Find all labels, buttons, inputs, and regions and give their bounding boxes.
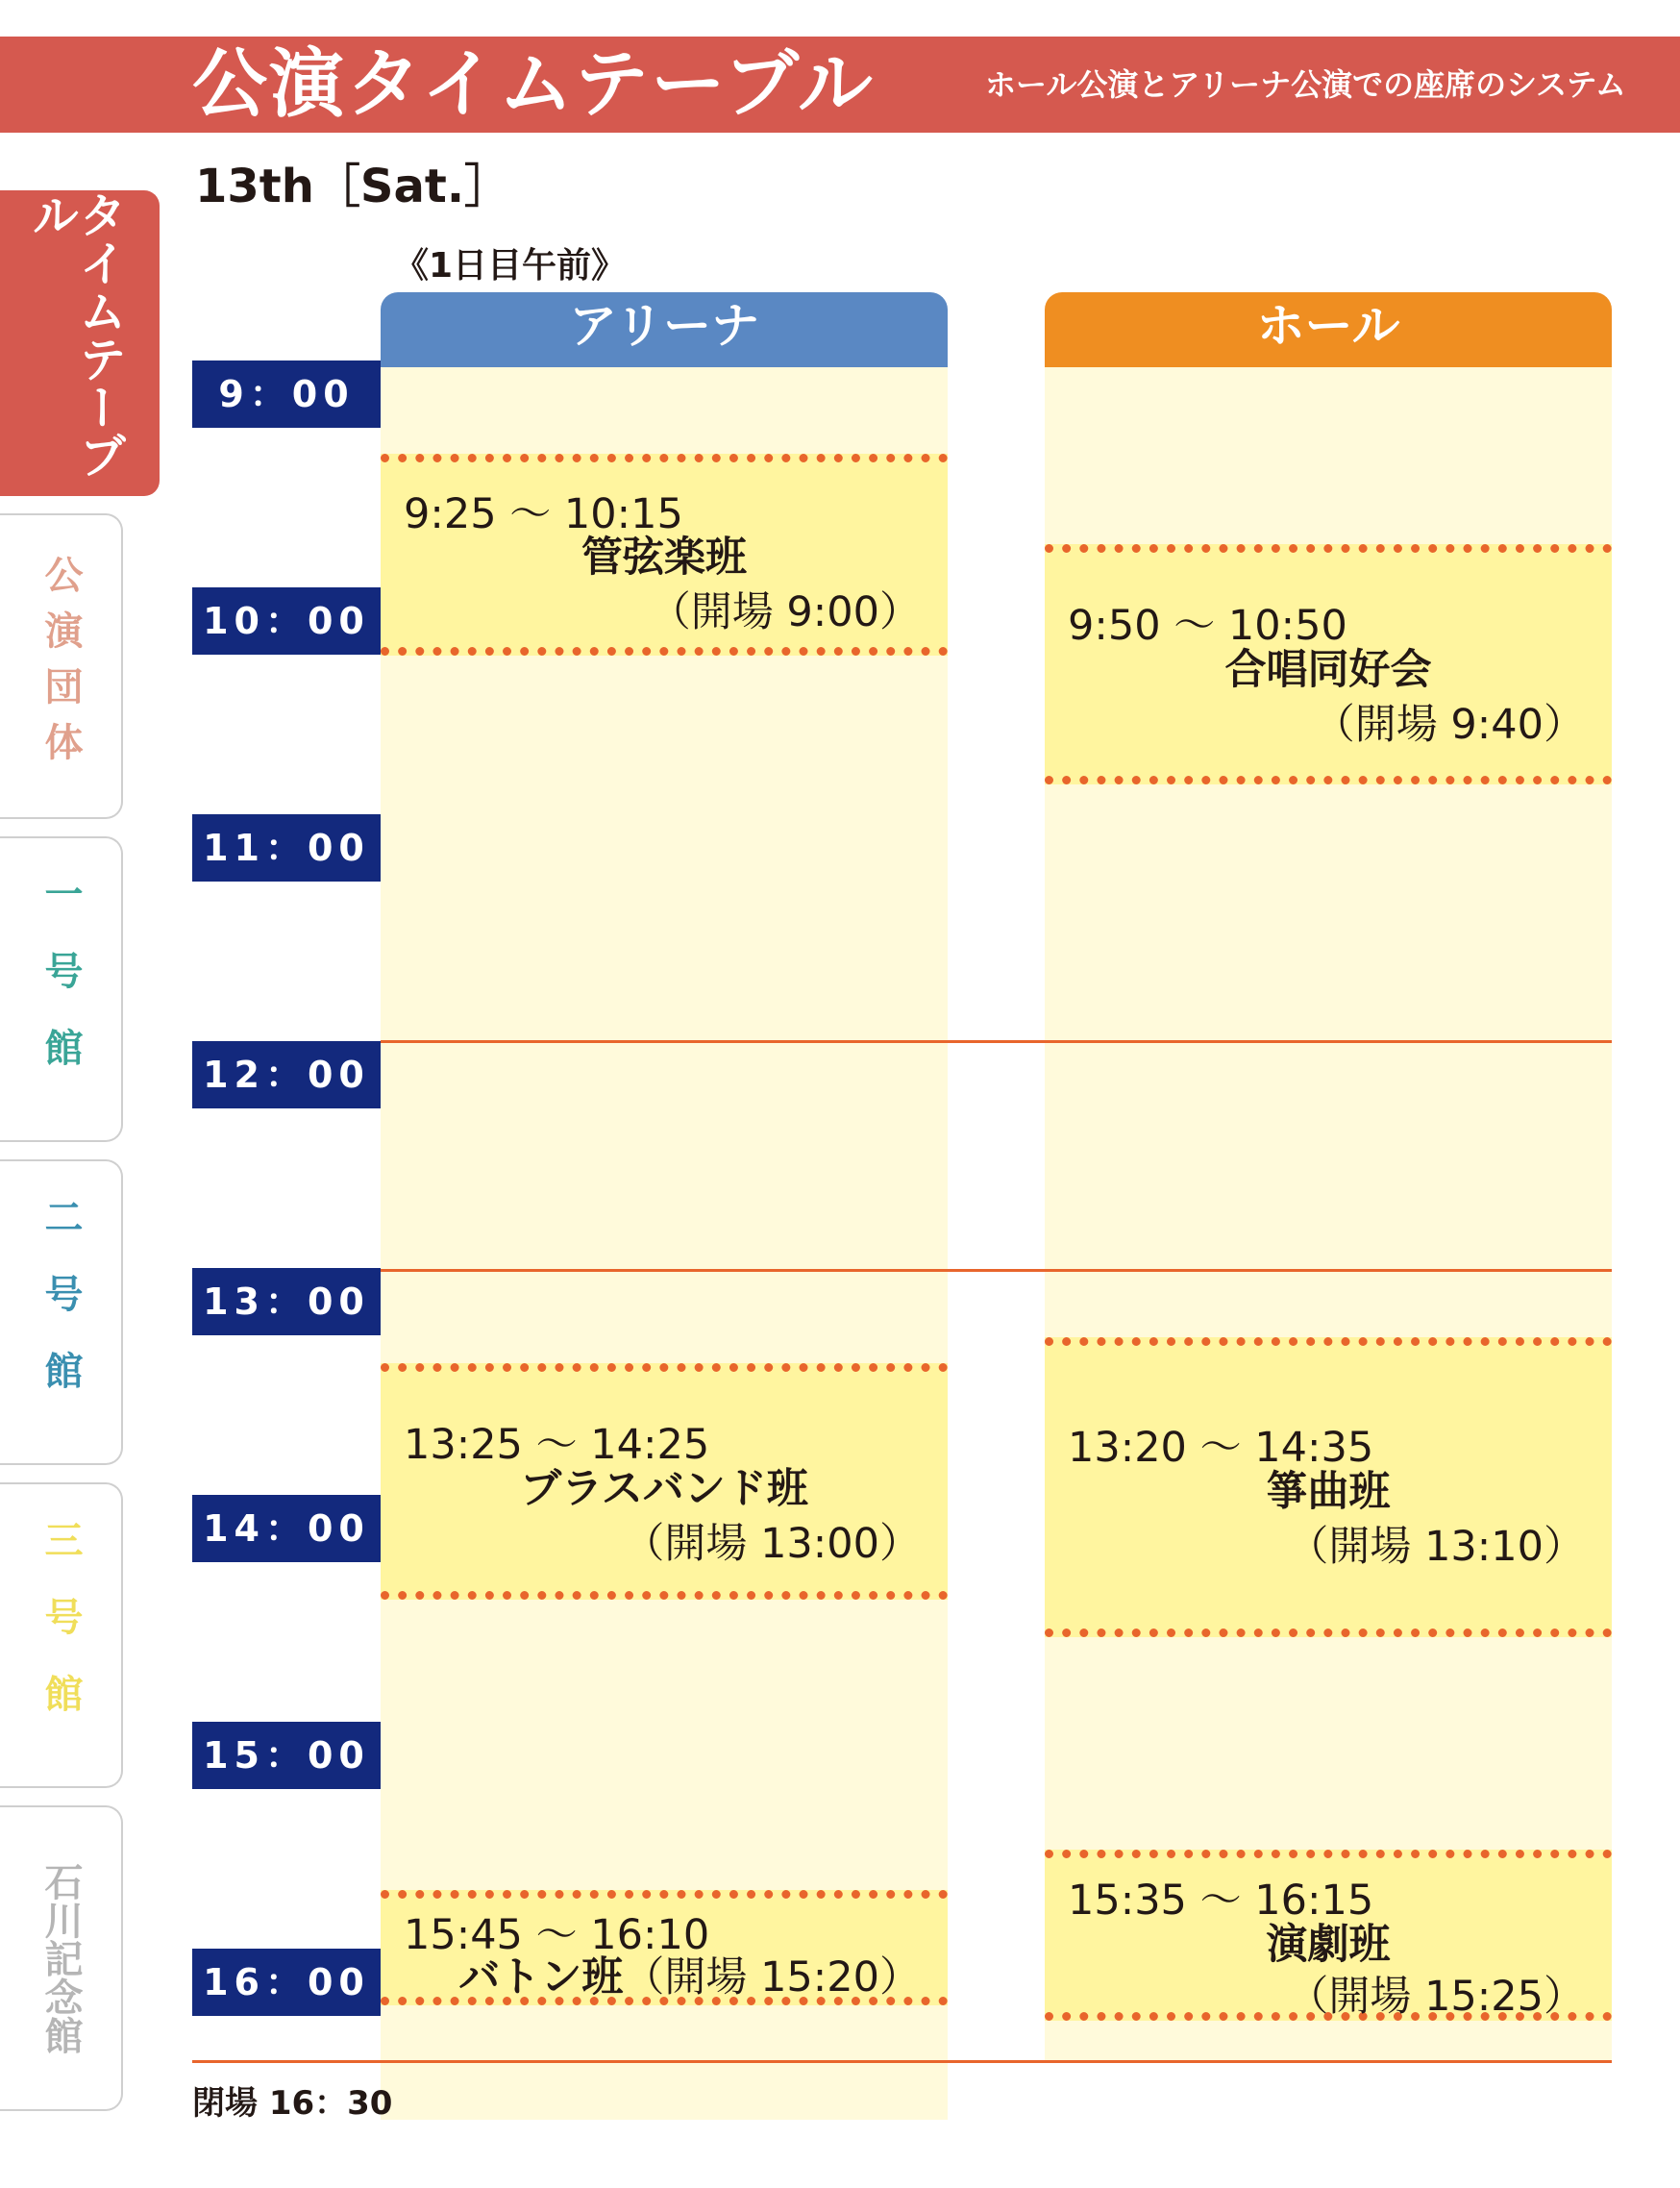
tab-timetable[interactable] (0, 190, 160, 496)
tab-performers[interactable] (0, 513, 123, 819)
time-label: 15：00 (192, 1722, 381, 1789)
event-open-time: （開場 13:00） (623, 1520, 921, 1568)
event-block-arena[interactable] (381, 1363, 948, 1600)
page-title: 公演タイムテーブル (192, 41, 875, 128)
event-open-time: （開場 9:00） (649, 588, 921, 636)
event-time: 13:20 ～ 14:35 (1068, 1424, 1374, 1472)
event-name: 箏曲班 (1266, 1468, 1391, 1516)
event-name: 合唱同好会 (1224, 646, 1432, 694)
tab-building-2[interactable] (0, 1159, 123, 1465)
page-subtitle: ホール公演とアリーナ公演での座席のシステム (985, 66, 1626, 103)
time-label: 13：00 (192, 1268, 381, 1335)
closing-time: 閉場 16：30 (192, 2084, 393, 2123)
event-open-time: （開場 15:25） (1287, 1973, 1585, 2021)
time-label: 14：00 (192, 1495, 381, 1562)
event-open-time: （開場 13:10） (1287, 1523, 1585, 1571)
tab-ishikawa-hall[interactable] (0, 1805, 123, 2111)
event-time: 9:50 ～ 10:50 (1068, 602, 1347, 650)
event-name: ブラスバンド班 (520, 1465, 808, 1513)
date-label: 13th［Sat.］ (195, 160, 511, 213)
tab-building-3-label: 三号館 (38, 1520, 83, 1751)
event-block-arena[interactable] (381, 454, 948, 656)
tab-building-2-label: 二号館 (38, 1197, 83, 1428)
time-label: 12：00 (192, 1041, 381, 1108)
tab-performers-label: 公演団体 (38, 555, 83, 778)
event-time: 15:35 ～ 16:15 (1068, 1877, 1374, 1925)
hall-header: ホール (1045, 292, 1612, 367)
event-name-row (381, 1945, 921, 2003)
event-name: 管弦楽班 (581, 534, 747, 582)
event-block-hall[interactable] (1045, 544, 1612, 784)
time-label: 16：00 (192, 1949, 381, 2016)
divider-line (381, 1269, 1612, 1272)
event-open-time: （開場 9:40） (1313, 701, 1585, 749)
event-name: 演劇班 (1266, 1921, 1391, 1969)
section-label-morning: 《1日目午前》 (394, 246, 627, 286)
event-open-time: （開場 15:20） (623, 1953, 921, 2002)
time-label: 11：00 (192, 814, 381, 882)
tab-building-1-label: 一号館 (38, 874, 83, 1105)
event-time: 9:25 ～ 10:15 (404, 490, 683, 538)
event-block-hall[interactable] (1045, 1850, 1612, 2021)
tab-timetable-label: タイムテーブル (24, 190, 127, 479)
time-label: 9：00 (192, 361, 381, 428)
divider-line (381, 1040, 1612, 1043)
tab-ishikawa-hall-label: 石川記念館 (38, 1862, 83, 2054)
divider-line (192, 2060, 1612, 2063)
event-time: 15:45 ～ 16:10 (404, 1911, 710, 1959)
event-block-arena[interactable] (381, 1890, 948, 2005)
event-name: バトン班 (458, 1953, 624, 2002)
time-label: 10：00 (192, 587, 381, 655)
tab-building-3[interactable] (0, 1482, 123, 1788)
arena-header: アリーナ (381, 292, 948, 367)
event-time: 13:25 ～ 14:25 (404, 1421, 710, 1469)
tab-building-1[interactable] (0, 836, 123, 1142)
event-block-hall[interactable] (1045, 1337, 1612, 1637)
